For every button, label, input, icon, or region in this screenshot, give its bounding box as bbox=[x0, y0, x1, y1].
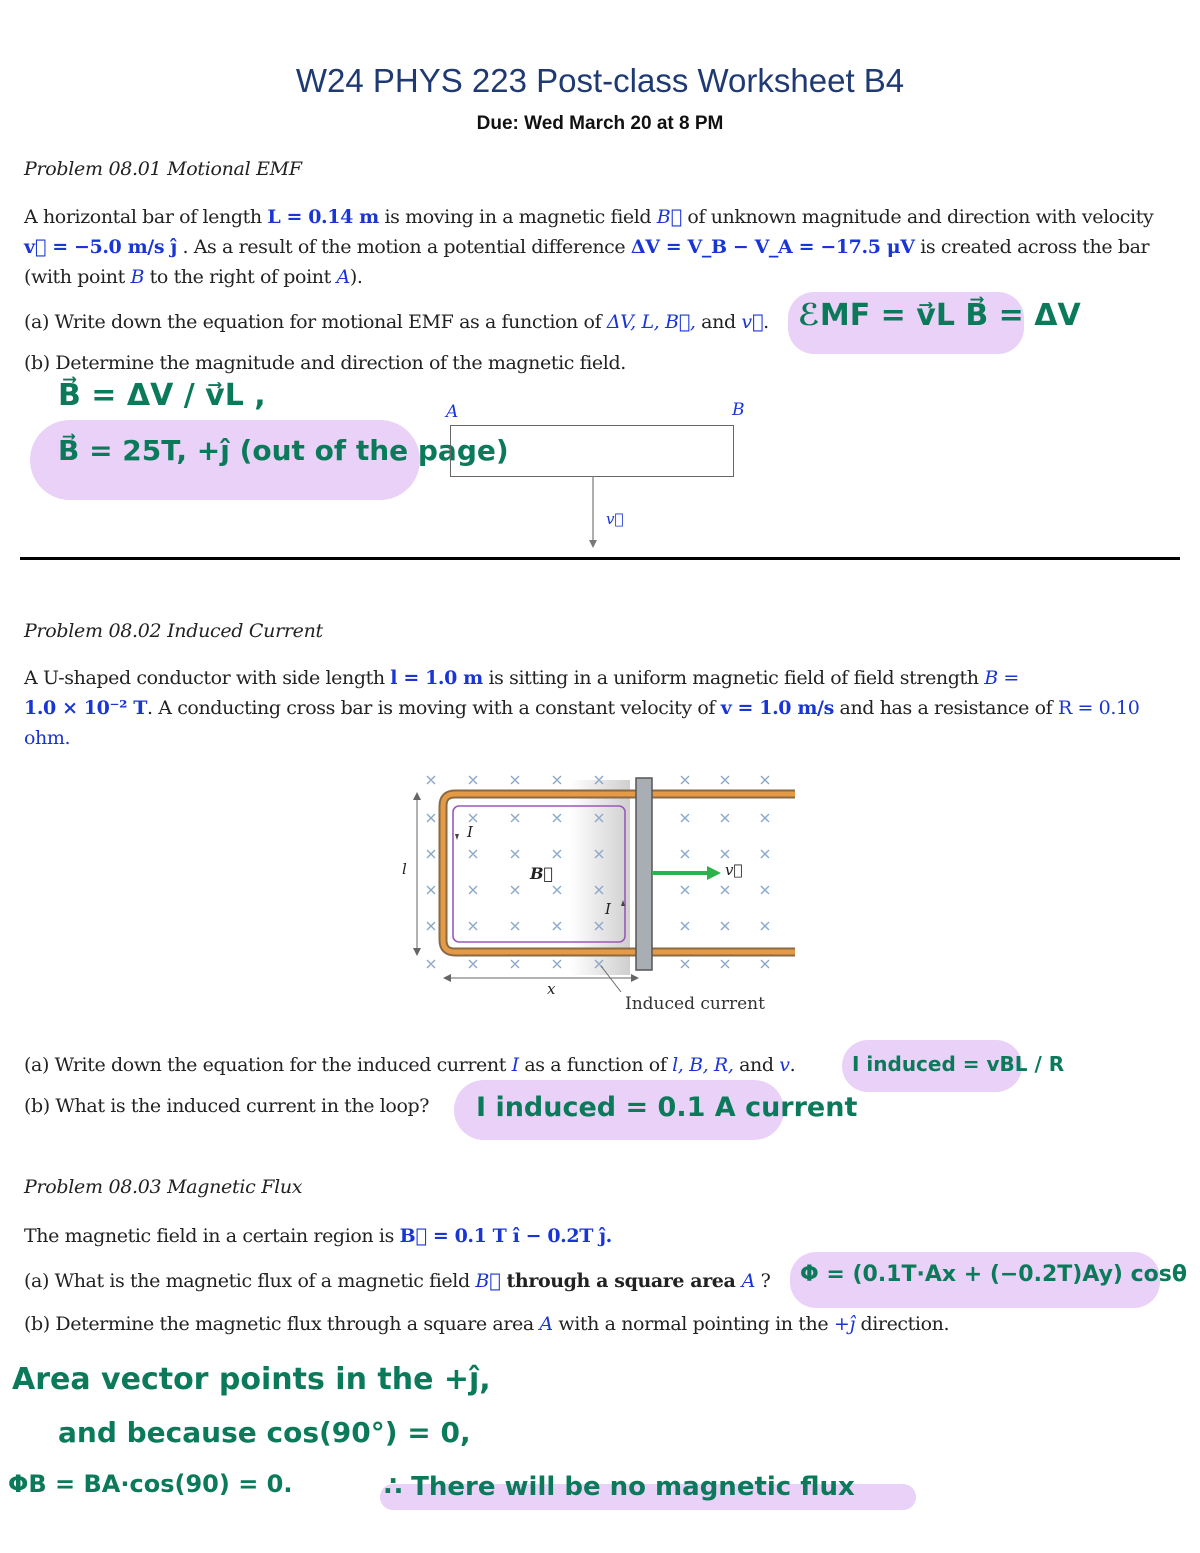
dim-arrow-icon bbox=[413, 948, 421, 956]
side-length: l = 1.0 m bbox=[390, 667, 483, 689]
shaded-region bbox=[570, 780, 630, 975]
problem2-statement-line1 bbox=[24, 663, 1019, 693]
text: and bbox=[733, 1054, 780, 1076]
text: to the right of point bbox=[144, 266, 337, 288]
answer-3b-line3: ΦB = BA·cos(90) = 0. bbox=[8, 1470, 293, 1498]
label-v: v⃗ bbox=[725, 861, 743, 879]
point-a: A bbox=[336, 266, 350, 288]
label-v: v⃗ bbox=[606, 510, 624, 528]
figure-caption: Induced current bbox=[625, 994, 765, 1014]
area-a: A bbox=[539, 1313, 553, 1335]
moving-bar bbox=[450, 425, 734, 477]
text: is moving in a magnetic field bbox=[378, 206, 657, 228]
problem3-heading: Problem 08.03 Magnetic Flux bbox=[24, 1176, 303, 1198]
answer-3b-line1: Area vector points in the +ĵ, bbox=[12, 1362, 491, 1397]
text: . As a result of the motion a potential difference bbox=[176, 236, 631, 258]
text: The magnetic field in a certain region is bbox=[24, 1225, 400, 1247]
text: as a function of bbox=[518, 1054, 673, 1076]
text: (a) What is the magnetic flux of a magnetic field bbox=[24, 1270, 476, 1292]
label-i-right: I bbox=[605, 900, 611, 918]
text: . bbox=[789, 1054, 796, 1076]
text: and has a resistance of bbox=[833, 697, 1058, 719]
length-value: L = 0.14 m bbox=[267, 206, 379, 228]
problem1-question-b: (b) Determine the magnitude and direction of the magnetic field. bbox=[24, 352, 626, 374]
dim-arrow-icon bbox=[413, 792, 421, 800]
dim-arrow-icon bbox=[631, 974, 639, 982]
text: (a) Write down the equation for motional EMF as a function of bbox=[24, 311, 607, 333]
section-divider bbox=[20, 557, 1180, 560]
field-value: 1.0 × 10⁻² T bbox=[24, 697, 147, 719]
var-v: v bbox=[779, 1054, 790, 1076]
problem2-question-b: (b) What is the induced current in the loop? bbox=[24, 1095, 430, 1117]
dim-arrow-icon bbox=[443, 974, 451, 982]
text: ? bbox=[754, 1270, 771, 1292]
text: is created across the bar bbox=[914, 236, 1150, 258]
due-date: Due: Wed March 20 at 8 PM bbox=[476, 113, 724, 134]
problem1-question-a bbox=[24, 307, 769, 337]
problem3-question-b bbox=[24, 1309, 949, 1339]
resistance-value: R = 0.10 bbox=[1057, 697, 1140, 719]
vars: l, B, R, bbox=[672, 1054, 734, 1076]
text: is sitting in a uniform magnetic field of field strength bbox=[482, 667, 985, 689]
velocity-arrow-icon bbox=[707, 866, 721, 880]
point-b: B bbox=[130, 266, 145, 288]
b-vector: B⃗ bbox=[656, 206, 682, 228]
label-a: A bbox=[446, 402, 459, 422]
var-v: v⃗ bbox=[741, 311, 764, 333]
vars: ΔV, L, B⃗, bbox=[606, 311, 696, 333]
text: (a) Write down the equation for the induced current bbox=[24, 1054, 512, 1076]
potential-difference: ΔV = V_B − V_A = −17.5 μV bbox=[630, 236, 915, 258]
problem2-question-a bbox=[24, 1050, 795, 1080]
text: with a normal pointing in the bbox=[552, 1313, 834, 1335]
label-x: x bbox=[547, 980, 556, 998]
velocity-arrow-icon bbox=[585, 476, 605, 551]
answer-1a: ℰMF = v⃗L B⃗ = ΔV bbox=[798, 298, 1081, 333]
text: ). bbox=[349, 266, 363, 288]
answer-2a: I induced = vBL / R bbox=[852, 1052, 1065, 1076]
text: (b) Determine the magnetic flux through a square area bbox=[24, 1313, 540, 1335]
field-b: B = bbox=[984, 667, 1019, 689]
page-title: W24 PHYS 223 Post-class Worksheet B4 bbox=[295, 62, 905, 99]
text: direction. bbox=[854, 1313, 950, 1335]
label-l: l bbox=[402, 860, 407, 878]
cross-bar bbox=[636, 778, 652, 970]
label-b: B⃗ bbox=[530, 864, 554, 883]
induced-current-figure bbox=[395, 770, 805, 1020]
text: of unknown magnitude and direction with velocity bbox=[681, 206, 1154, 228]
problem3-statement bbox=[24, 1221, 612, 1251]
label-i-left: I bbox=[467, 823, 473, 841]
current-arrow-icon bbox=[455, 834, 459, 840]
text: and bbox=[695, 311, 742, 333]
problem1-statement-line3 bbox=[24, 262, 362, 292]
text: A horizontal bar of length bbox=[24, 206, 268, 228]
text: . bbox=[763, 311, 769, 333]
plus-j: +ĵ bbox=[833, 1313, 855, 1335]
velocity-value: v = 1.0 m/s bbox=[720, 697, 834, 719]
ohm-unit: ohm. bbox=[24, 727, 71, 749]
problem1-statement-line2 bbox=[24, 232, 1149, 262]
var-i: I bbox=[511, 1054, 519, 1076]
area-a: A bbox=[741, 1270, 755, 1292]
answer-1b-value: B⃗ = 25T, +ĵ (out of the page) bbox=[58, 434, 509, 467]
field-expression: B⃗ = 0.1 T î − 0.2T ĵ. bbox=[399, 1225, 612, 1247]
problem2-heading: Problem 08.02 Induced Current bbox=[24, 620, 323, 642]
text: through a square area bbox=[500, 1270, 742, 1292]
problem2-statement-line2 bbox=[24, 693, 1139, 723]
velocity-value: v⃗ = −5.0 m/s ĵ bbox=[24, 236, 177, 258]
text: (with point bbox=[24, 266, 131, 288]
problem3-question-a bbox=[24, 1266, 770, 1296]
answer-1b-formula: B⃗ = ΔV / v⃗L , bbox=[58, 378, 266, 413]
text: A U-shaped conductor with side length bbox=[24, 667, 391, 689]
answer-3b-line2: and because cos(90°) = 0, bbox=[58, 1416, 471, 1449]
problem1-heading: Problem 08.01 Motional EMF bbox=[24, 158, 302, 180]
problem1-statement-line1 bbox=[24, 202, 1153, 232]
text: . A conducting cross bar is moving with a constant velocity of bbox=[146, 697, 721, 719]
answer-3b-line4: ∴ There will be no magnetic flux bbox=[384, 1472, 855, 1502]
answer-3a: Φ = (0.1T·Ax + (−0.2T)Ay) cosθ bbox=[800, 1262, 1187, 1287]
b-vector: B⃗ bbox=[475, 1270, 501, 1292]
label-b: B bbox=[732, 400, 745, 420]
answer-2b: I induced = 0.1 A current bbox=[476, 1092, 858, 1123]
